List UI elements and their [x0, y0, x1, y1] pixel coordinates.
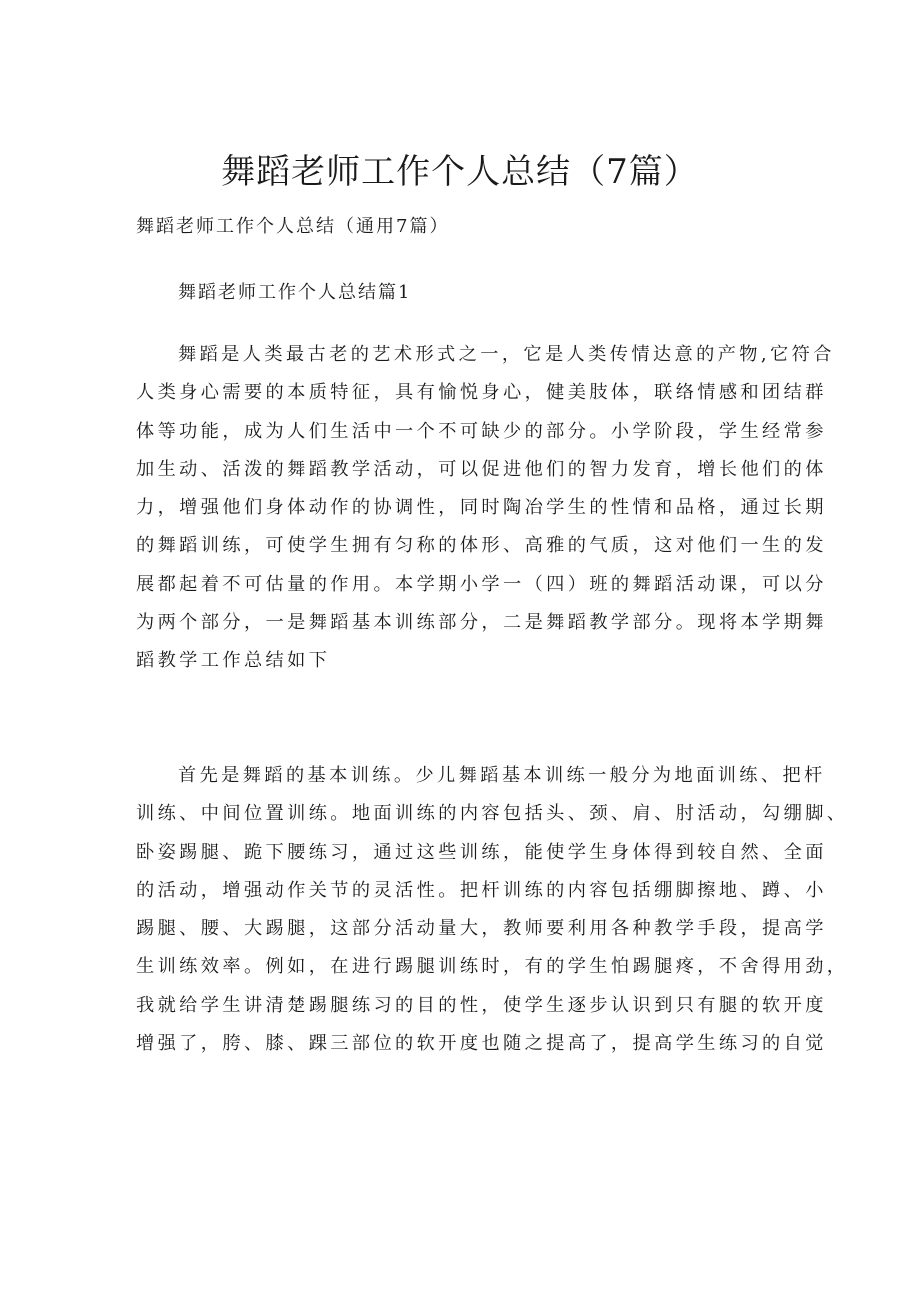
paragraph-line: 展都起着不可估量的作用。本学期小学一（四）班的舞蹈活动课，可以分 — [136, 573, 827, 595]
paragraph-1 — [136, 336, 835, 681]
paragraph-2 — [136, 757, 849, 1063]
paragraph-line: 蹈教学工作总结如下 — [136, 650, 331, 672]
paragraph-line: 力，增强他们身体动作的协调性，同时陶冶学生的性情和品格，通过长期 — [136, 497, 827, 519]
document-subtitle: 舞蹈老师工作个人总结（通用7篇） — [136, 216, 450, 237]
document-title: 舞蹈老师工作个人总结（7篇） — [221, 152, 699, 192]
paragraph-line: 体等功能，成为人们生活中一个不可缺少的部分。小学阶段，学生经常参 — [136, 420, 827, 442]
paragraph-line: 人类身心需要的本质特征，具有愉悦身心，健美肢体，联络情感和团结群 — [136, 382, 827, 404]
paragraph-line: 首先是舞蹈的基本训练。少儿舞蹈基本训练一般分为地面训练、把杆 — [178, 765, 826, 786]
section-heading: 舞蹈老师工作个人总结篇1 — [178, 282, 412, 303]
paragraph-line: 的活动，增强动作关节的灵活性。把杆训练的内容包括绷脚擦地、蹲、小 — [136, 879, 827, 901]
paragraph-line: 加生动、活泼的舞蹈教学活动，可以促进他们的智力发育，增长他们的体 — [136, 458, 827, 480]
paragraph-line: 增强了，胯、膝、踝三部位的软开度也随之提高了，提高学生练习的自觉 — [136, 1033, 827, 1055]
paragraph-line: 卧姿踢腿、跪下腰练习，通过这些训练，能使学生身体得到较自然、全面 — [136, 841, 827, 863]
paragraph-line: 我就给学生讲清楚踢腿练习的目的性，使学生逐步认识到只有腿的软开度 — [136, 994, 827, 1016]
paragraph-line: 为两个部分，一是舞蹈基本训练部分，二是舞蹈教学部分。现将本学期舞 — [136, 612, 827, 634]
paragraph-line: 生训练效率。例如，在进行踢腿训练时，有的学生怕踢腿疼，不舍得用劲， — [136, 956, 849, 978]
paragraph-line: 舞蹈是人类最古老的艺术形式之一，它是人类传情达意的产物,它符合 — [178, 344, 835, 365]
paragraph-line: 踢腿、腰、大踢腿，这部分活动量大，教师要利用各种教学手段，提高学 — [136, 918, 827, 940]
paragraph-line: 训练、中间位置训练。地面训练的内容包括头、颈、肩、肘活动，勾绷脚、 — [136, 803, 849, 825]
paragraph-line: 的舞蹈训练，可使学生拥有匀称的体形、高雅的气质，这对他们一生的发 — [136, 535, 827, 557]
